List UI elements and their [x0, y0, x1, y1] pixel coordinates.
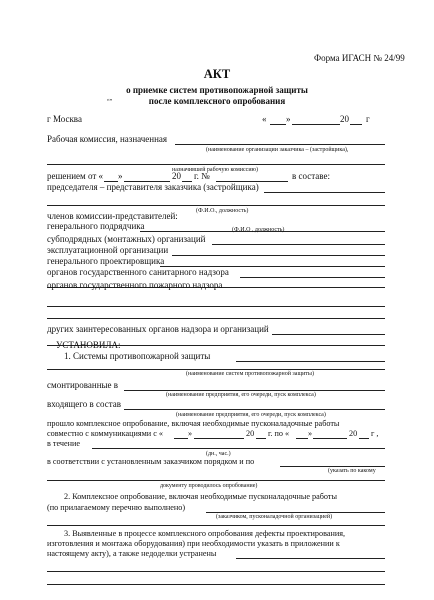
general-contractor: генерального подрядчика [47, 221, 145, 231]
established-heading: УСТАНОВИЛА: [56, 340, 121, 350]
date-month-blank [292, 124, 340, 125]
note-enterprise: (наименование предприятия, его очереди, пуск комплекса) [166, 392, 316, 398]
passed-line-2a: совместно с коммуникациями с « [47, 429, 164, 438]
passed-line-2b: » [188, 429, 193, 438]
chairman-blank [264, 192, 385, 193]
note-enterprise-2: (наименование предприятия, его очереди, пуск комплекса) [176, 412, 326, 418]
during-label: в течение [47, 439, 81, 448]
decision-composition: в составе: [292, 171, 330, 181]
stray-mark: “” [107, 99, 113, 105]
passed-from-month-blank [194, 438, 244, 439]
passed-line-1: прошло комплексное опробование, включая необходимые пусконаладочные работы [47, 419, 340, 428]
note-customer-commissioning: (заказчиком, пусконаладочной организацией) [216, 514, 333, 520]
item2-line-2: (по прилагаемому перечню выполнено) [47, 503, 186, 512]
operating-org: эксплуатационной организации [47, 245, 169, 255]
date-close-quote: » [286, 114, 291, 124]
mounted-in: смонтированные в [47, 380, 119, 390]
item1-label: 1. Системы противопожарной защиты [64, 351, 211, 361]
city: г Москва [47, 114, 82, 124]
subcontractors-blank [212, 244, 385, 245]
passed-from-year-blank [256, 438, 266, 439]
passed-line-2g: г , [371, 429, 379, 438]
note-document: документу проводилось опробование) [160, 483, 258, 489]
other-bodies-blank [272, 334, 385, 335]
during-blank [92, 448, 385, 449]
part-of-blank [124, 409, 385, 410]
item2-line-1: 2. Комплексное опробование, включая необходимые пусконаладочные работы [64, 492, 337, 501]
document-subtitle-1: о приемке систем противопожарной защиты [126, 85, 308, 95]
general-designer: генерального проектировщика [47, 256, 165, 266]
according-to-blank [280, 466, 385, 467]
decision-from: решением от « [47, 171, 104, 181]
sanitary-bodies-blank [240, 277, 385, 278]
separator-line [47, 525, 385, 526]
sanitary-bodies: органов государственного санитарного надзора [47, 267, 229, 277]
item3-blank-3 [47, 584, 385, 585]
blank-line-3 [47, 318, 385, 319]
according-to-blank-2 [47, 480, 385, 481]
form-label: Форма ИГАСН № 24/99 [314, 53, 405, 63]
date-year-suffix: г [366, 114, 370, 124]
passed-from-day-blank [174, 438, 188, 439]
passed-line-2e: » [308, 429, 313, 438]
operating-org-blank [172, 255, 385, 256]
chairman-blank-2 [47, 205, 385, 206]
other-bodies: других заинтересованных органов надзора и организаций [47, 324, 269, 334]
item3-blank-2 [47, 571, 385, 572]
item3-line-1: 3. Выявленные в процессе комплексного опробования дефекты проектирования, [64, 529, 346, 538]
blank-line-2 [47, 306, 385, 307]
passed-line-2d: г. по « [268, 429, 290, 438]
note-fio-position-2: (Ф.И.О , должность) [232, 227, 285, 233]
date-open-quote: « [262, 114, 267, 124]
decision-year-prefix: 20 [172, 171, 181, 181]
members-label: членов комиссии-представителей: [47, 211, 178, 221]
document-subtitle-2: после комплексного опробования [148, 96, 286, 106]
note-which: (указать по какому [328, 468, 376, 474]
commission-blank [175, 144, 385, 145]
commission-label: Рабочая комиссия, назначенная [47, 134, 168, 144]
chairman-label: председателя – представителя заказчика (застройщика) [47, 182, 259, 192]
subcontractors: субподрядных (монтажных) организаций [47, 234, 206, 244]
part-of: входящего в состав [47, 399, 122, 409]
according-to: в соответствии с установленным заказчиком порядком и по [47, 457, 255, 466]
item3-line-2: изготовления и монтажа оборудования) при необходимости указать в приложении к [47, 539, 340, 548]
note-appointed: назначившей рабочую комиссию) [172, 167, 259, 173]
mounted-in-blank [124, 390, 385, 391]
fire-bodies: органов государственного пожарного надзора [47, 280, 223, 290]
date-year-blank [350, 124, 362, 125]
decision-number-label: г. № [194, 171, 210, 181]
item1-blank-2 [47, 369, 385, 370]
item3-blank [236, 558, 385, 559]
item2-blank [206, 512, 385, 513]
date-day-blank [270, 124, 286, 125]
note-fio-position: (Ф.И.О., должность) [196, 208, 249, 214]
passed-to-day-blank [296, 438, 308, 439]
note-system-name: (наименование систем противопожарной защиты) [186, 371, 314, 377]
commission-blank-2 [47, 164, 385, 165]
decision-quote-close: » [118, 171, 123, 181]
item3-line-3: настоящему акту), а также недоделки устранены [47, 549, 217, 558]
passed-line-2c: 20 [246, 429, 255, 438]
passed-to-month-blank [313, 438, 347, 439]
passed-line-2f: 20 [349, 429, 358, 438]
date-year-prefix: 20 [340, 114, 349, 124]
note-customer-org: (наименование организации заказчика – (застройщика), [206, 147, 349, 153]
item1-blank [236, 361, 385, 362]
note-days: (дн., час.) [206, 451, 231, 457]
document-title: АКТ [203, 67, 231, 81]
passed-to-year-blank [359, 438, 369, 439]
